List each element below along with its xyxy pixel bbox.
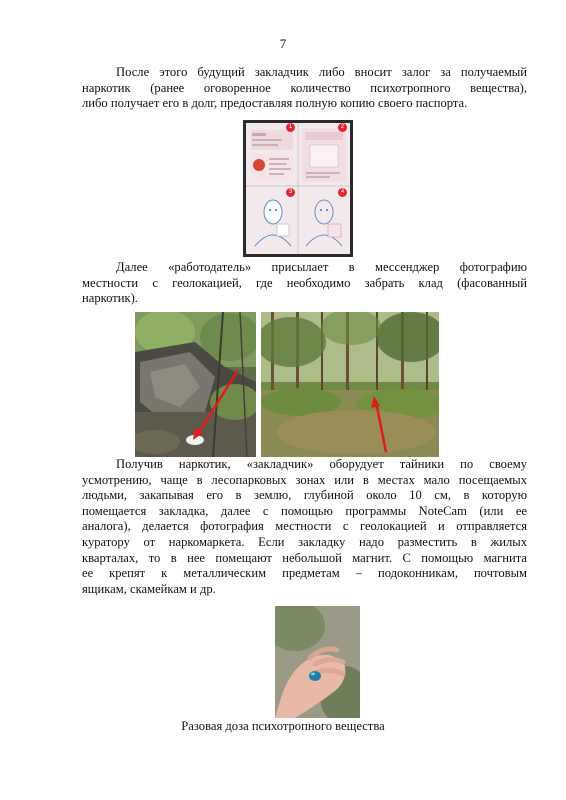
passport-collage-image [243, 120, 353, 257]
page-number: 7 [279, 36, 287, 51]
photo-badge: 2 [338, 123, 347, 132]
photo-badge: 1 [286, 123, 295, 132]
text-line: либо получает его в долг, предоставляя полную копию своего паспорта. [82, 96, 468, 111]
text-line: людьми, закапывая его в землю, глубиной около 10 см, в которую [82, 488, 527, 503]
text-line: Далее «работодатель» присылает в мессенджер фотографию [116, 260, 527, 274]
forest-rock-photo [135, 312, 256, 457]
forest-clearing-photo [261, 312, 439, 457]
text-line: наркотик (ранее оговоренное количество психотропного вещества), [82, 80, 527, 95]
text-line: аналога), делается фотография местности с геолокацией и отправляется [82, 519, 527, 534]
hand-capsule-photo [275, 606, 360, 718]
text-line: Получив наркотик, «закладчик» оборудует тайники по своему [116, 457, 527, 471]
text-line: местности с геолокацией, где необходимо забрать клад (фасованный [82, 275, 527, 290]
text-line: помещается закладка, далее с помощью программы NoteCam (или ее [82, 503, 527, 518]
photo-badge: 3 [286, 188, 295, 197]
paragraph-collateral [82, 65, 527, 112]
text-line: ее крепят к металлическим предметам – подоконникам, почтовым [82, 566, 527, 581]
text-line: кварталах, то в нее помещают небольшой магнит. С помощью магнита [82, 550, 527, 565]
text-line: наркотик). [82, 291, 138, 306]
text-line: усмотрению, чаще в лесопарковых зонах или в местах мало посещаемых [82, 472, 527, 487]
paragraph-geolocation [82, 260, 527, 307]
figure-caption: Разовая доза психотропного вещества [181, 719, 385, 733]
photo-badge: 4 [338, 188, 347, 197]
text-line: куратору от наркомаркета. Если закладку надо разместить в жилых [82, 534, 527, 549]
text-line: ящикам, скамейкам и др. [82, 581, 216, 596]
paragraph-hiding [82, 457, 527, 597]
text-line: После этого будущий закладчик либо вносит залог за получаемый [116, 65, 527, 79]
